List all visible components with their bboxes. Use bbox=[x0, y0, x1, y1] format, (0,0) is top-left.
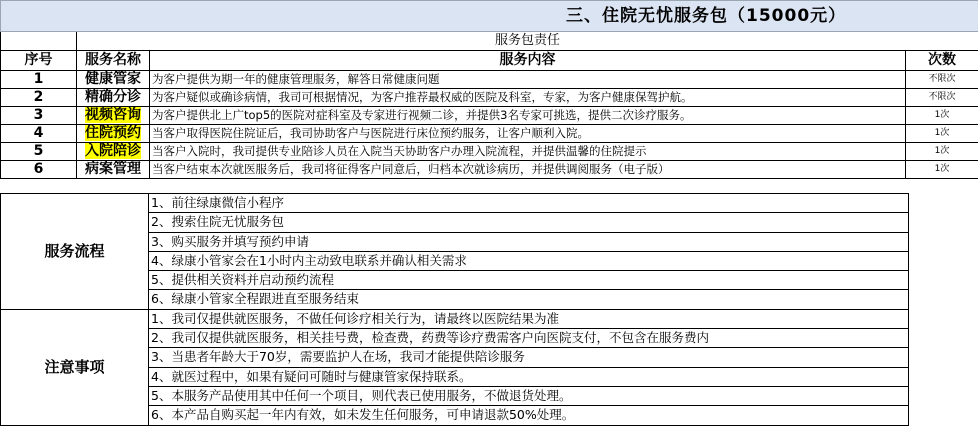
service-name: 精确分诊 bbox=[85, 89, 141, 105]
row-number[interactable]: 4 bbox=[1, 125, 77, 143]
subtitle-cell[interactable] bbox=[77, 32, 978, 51]
row-number[interactable]: 5 bbox=[1, 143, 77, 161]
service-name: 视频咨询 bbox=[85, 107, 141, 123]
process-notes-table bbox=[0, 193, 909, 426]
header-name[interactable]: 服务名称 bbox=[77, 51, 150, 71]
note-item[interactable]: 5、本服务产品使用其中任何一个项目，则代表已使用服务，不做退货处理。 bbox=[149, 386, 909, 405]
service-content[interactable]: 当客户取得医院住院证后，我司协助客户与医院进行床位预约服务，让客户顺利入院。 bbox=[150, 125, 906, 143]
table-row bbox=[1, 125, 978, 143]
note-item[interactable]: 3、当患者年龄大于70岁，需要监护人在场，我司才能提供陪诊服务 bbox=[149, 348, 909, 367]
row-number[interactable]: 1 bbox=[1, 71, 77, 89]
service-count[interactable]: 1次 bbox=[906, 161, 978, 179]
service-content[interactable]: 为客户疑似或确诊病情，我司可根据情况，为客户推荐最权威的医院及科室，专家，为客户健康保驾护航。 bbox=[150, 89, 906, 107]
service-name-cell[interactable] bbox=[77, 89, 150, 107]
service-content[interactable]: 为客户提供为期一年的健康管理服务，解答日常健康问题 bbox=[150, 71, 906, 89]
service-name-cell[interactable] bbox=[77, 143, 150, 161]
process-row bbox=[1, 194, 909, 213]
note-label[interactable]: 注意事项 bbox=[1, 309, 149, 425]
service-name: 病案管理 bbox=[85, 161, 141, 177]
note-item[interactable]: 4、就医过程中，如果有疑问可随时与健康管家保持联系。 bbox=[149, 367, 909, 386]
note-row bbox=[1, 309, 909, 328]
service-name-cell[interactable] bbox=[77, 71, 150, 89]
row-number[interactable]: 2 bbox=[1, 89, 77, 107]
note-item[interactable]: 2、我司仅提供就医服务，相关挂号费，检查费，药费等诊疗费需客户向医院支付，不包含在服务费内 bbox=[149, 329, 909, 348]
service-content[interactable]: 为客户提供北上广top5的医院对症科室及专家进行视频二诊，并提供3名专家可挑选，提供二次诊疗服务。 bbox=[150, 107, 906, 125]
service-count[interactable]: 1次 bbox=[906, 107, 978, 125]
process-label[interactable]: 服务流程 bbox=[1, 194, 149, 310]
process-item[interactable]: 1、前往绿康微信小程序 bbox=[149, 194, 909, 213]
process-item[interactable]: 2、搜索住院无忧服务包 bbox=[149, 213, 909, 232]
service-count[interactable]: 1次 bbox=[906, 125, 978, 143]
header-no[interactable]: 序号 bbox=[1, 51, 77, 71]
service-name: 入院陪诊 bbox=[85, 143, 141, 159]
service-table bbox=[0, 0, 978, 179]
service-count[interactable]: 1次 bbox=[906, 143, 978, 161]
table-row bbox=[1, 107, 978, 125]
service-count[interactable]: 不限次 bbox=[906, 89, 978, 107]
table-row bbox=[1, 89, 978, 107]
service-name: 住院预约 bbox=[85, 125, 141, 141]
header-content[interactable]: 服务内容 bbox=[150, 51, 906, 71]
empty-cell[interactable] bbox=[1, 32, 77, 51]
service-name: 健康管家 bbox=[85, 71, 141, 87]
header-count[interactable]: 次数 bbox=[906, 51, 978, 71]
note-item[interactable]: 6、本产品自购买起一年内有效，如未发生任何服务，可申请退款50%处理。 bbox=[149, 406, 909, 425]
service-name-cell[interactable] bbox=[77, 107, 150, 125]
process-item[interactable]: 6、绿康小管家全程跟进直至服务结束 bbox=[149, 290, 909, 309]
service-content[interactable]: 当客户结束本次就医服务后，我司将征得客户同意后，归档本次就诊病历，并提供调阅服务（电子版） bbox=[150, 161, 906, 179]
process-item[interactable]: 3、购买服务并填写预约申请 bbox=[149, 232, 909, 251]
page-title: 三、住院无忧服务包（15000元） bbox=[566, 6, 847, 26]
process-item[interactable]: 4、绿康小管家会在1小时内主动致电联系并确认相关需求 bbox=[149, 251, 909, 270]
service-name-cell[interactable] bbox=[77, 125, 150, 143]
title-cell[interactable] bbox=[1, 1, 978, 32]
table-row bbox=[1, 143, 978, 161]
process-item[interactable]: 5、提供相关资料并启动预约流程 bbox=[149, 271, 909, 290]
service-name-cell[interactable] bbox=[77, 161, 150, 179]
service-content[interactable]: 当客户入院时，我司提供专业陪诊人员在入院当天协助客户办理入院流程，并提供温馨的住院提示 bbox=[150, 143, 906, 161]
subtitle: 服务包责任 bbox=[495, 33, 561, 48]
row-number[interactable]: 6 bbox=[1, 161, 77, 179]
row-number[interactable]: 3 bbox=[1, 107, 77, 125]
note-item[interactable]: 1、我司仅提供就医服务，不做任何诊疗相关行为，请最终以医院结果为准 bbox=[149, 309, 909, 328]
table-row bbox=[1, 161, 978, 179]
service-count[interactable]: 不限次 bbox=[906, 71, 978, 89]
table-row bbox=[1, 71, 978, 89]
